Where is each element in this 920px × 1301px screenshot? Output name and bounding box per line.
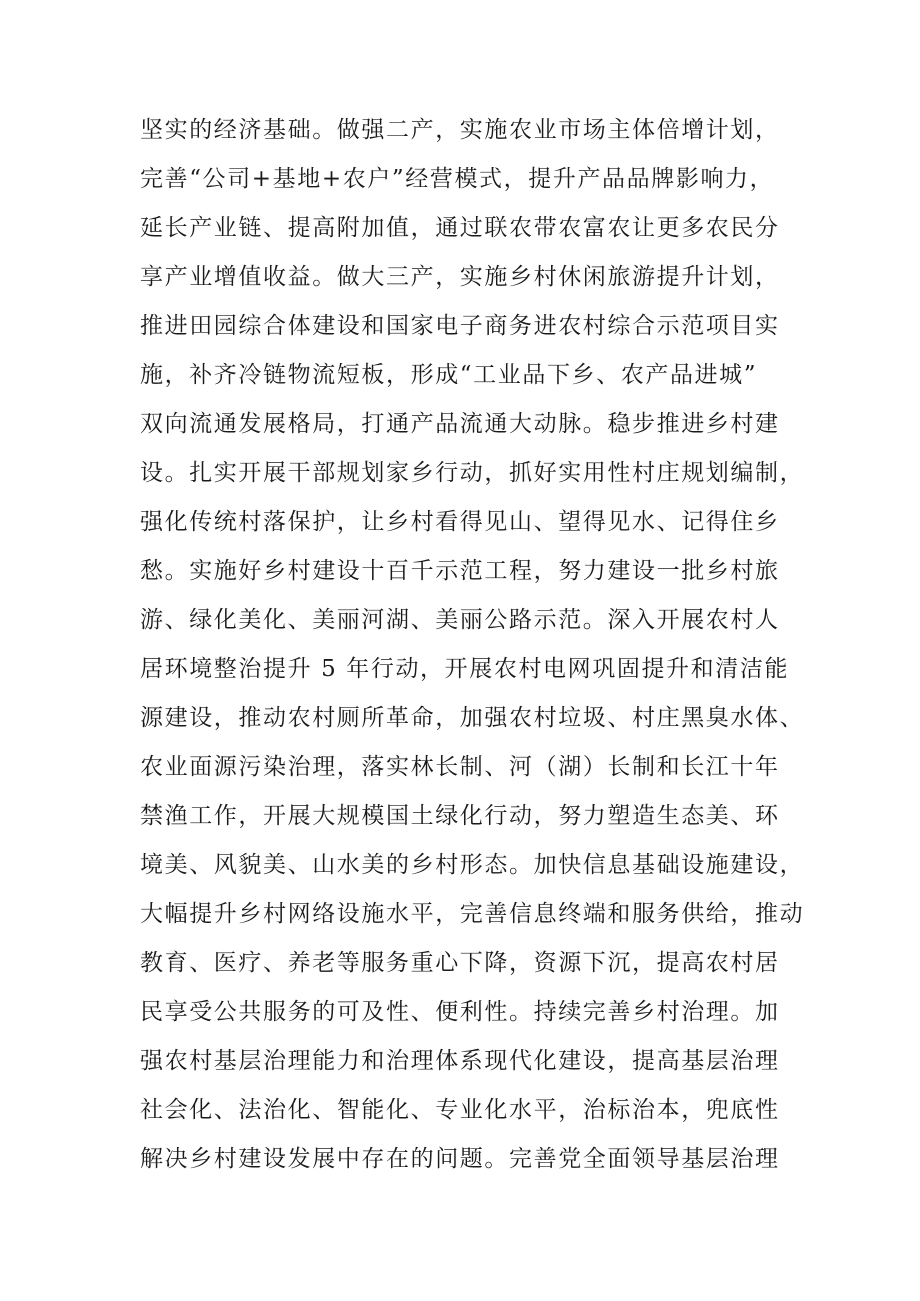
text-line-8: 设。扎实开展干部规划家乡行动，抓好实用性村庄规划编制， <box>140 460 805 486</box>
text-line-10: 愁。实施好乡村建设十百千示范工程，努力建设一批乡村旅 <box>140 558 780 584</box>
text-line-12: 居环境整治提升 5 年行动，开展农村电网巩固提升和清洁能 <box>140 656 790 682</box>
text-line-3: 延长产业链、提高附加值，通过联农带农富农让更多农民分 <box>140 215 780 241</box>
text-line-1: 坚实的经济基础。做强二产，实施农业市场主体倍增计划， <box>140 117 780 143</box>
text-line-16: 境美、风貌美、山水美的乡村形态。加快信息基础设施建设， <box>140 852 805 878</box>
text-line-18: 教育、医疗、养老等服务重心下降，资源下沉，提高农村居 <box>140 950 780 976</box>
text-line-7: 双向流通发展格局，打通产品流通大动脉。稳步推进乡村建 <box>140 411 780 437</box>
text-line-13: 源建设，推动农村厕所革命，加强农村垃圾、村庄黑臭水体、 <box>140 705 805 731</box>
text-line-2: 完善“公司+基地+农户”经营模式，提升产品品牌影响力， <box>140 166 775 192</box>
text-line-17: 大幅提升乡村网络设施水平，完善信息终端和服务供给，推动 <box>140 901 805 927</box>
text-line-6: 施，补齐冷链物流短板，形成“工业品下乡、农产品进城” <box>140 362 758 388</box>
text-line-21: 社会化、法治化、智能化、专业化水平，治标治本，兜底性 <box>140 1097 780 1123</box>
text-line-22: 解决乡村建设发展中存在的问题。完善党全面领导基层治理 <box>140 1146 780 1172</box>
text-line-19: 民享受公共服务的可及性、便利性。持续完善乡村治理。加 <box>140 999 780 1025</box>
body-paragraph <box>140 106 805 1184</box>
text-line-15: 禁渔工作，开展大规模国土绿化行动，努力塑造生态美、环 <box>140 803 780 829</box>
text-line-5: 推进田园综合体建设和国家电子商务进农村综合示范项目实 <box>140 313 780 339</box>
text-line-9: 强化传统村落保护，让乡村看得见山、望得见水、记得住乡 <box>140 509 780 535</box>
text-line-11: 游、绿化美化、美丽河湖、美丽公路示范。深入开展农村人 <box>140 607 780 633</box>
text-line-20: 强农村基层治理能力和治理体系现代化建设，提高基层治理 <box>140 1048 780 1074</box>
text-line-14: 农业面源污染治理，落实林长制、河（湖）长制和长江十年 <box>140 754 780 780</box>
text-line-4: 享产业增值收益。做大三产，实施乡村休闲旅游提升计划， <box>140 264 780 290</box>
